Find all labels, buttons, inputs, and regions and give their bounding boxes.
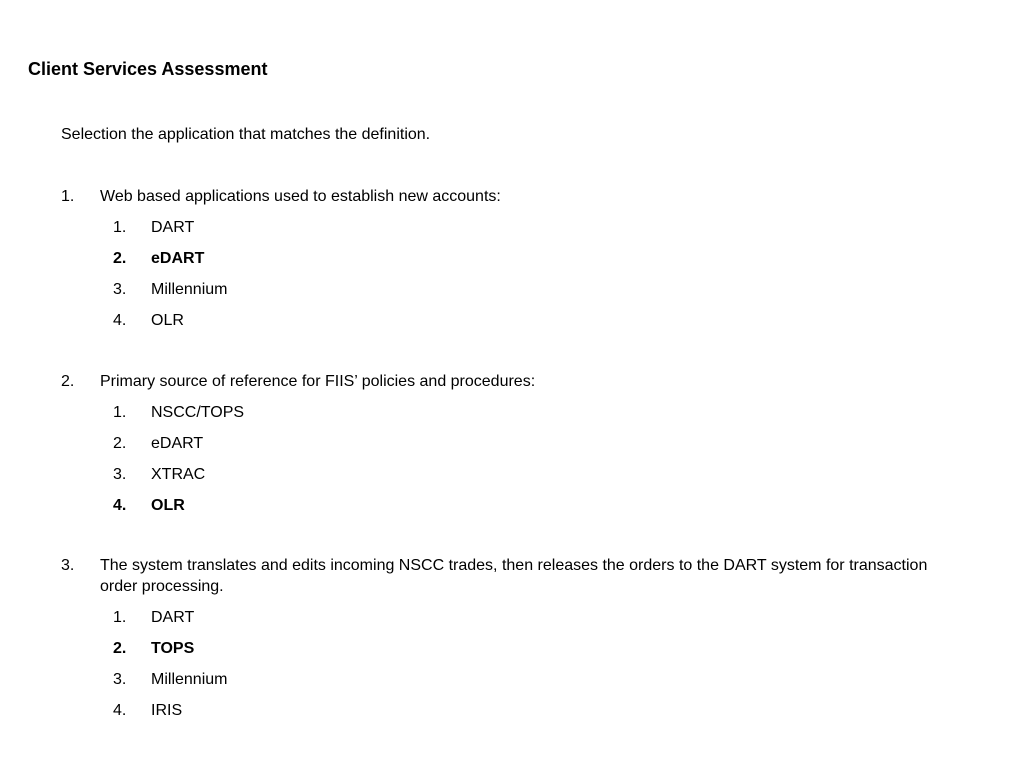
answer-options: [61, 217, 941, 341]
option-number: 1.: [113, 219, 127, 236]
option-label: NSCC/TOPS: [151, 404, 245, 421]
option-number: 1.: [113, 404, 127, 421]
answer-option: [113, 279, 941, 310]
option-number: 4.: [113, 497, 127, 514]
answer-option: [113, 495, 941, 526]
answer-option: [113, 248, 941, 279]
option-number: 3.: [113, 466, 127, 483]
answer-option: [113, 310, 941, 341]
option-label: eDART: [151, 435, 204, 452]
option-number: 2.: [113, 640, 127, 657]
answer-options: [61, 402, 941, 526]
question-number: 3.: [61, 557, 75, 574]
question-text: Primary source of reference for FIIS’ policies and procedures:: [100, 373, 536, 390]
answer-option: [113, 217, 941, 248]
answer-option: [113, 402, 941, 433]
page-title: Client Services Assessment: [28, 59, 268, 79]
option-number: 1.: [113, 609, 127, 626]
option-label: OLR: [151, 497, 185, 514]
answer-option: [113, 638, 941, 669]
question-1: [61, 186, 941, 341]
instruction-text: Selection the application that matches the definition.: [61, 126, 431, 143]
question-number: 1.: [61, 188, 75, 205]
answer-option: [113, 464, 941, 495]
question-text: Web based applications used to establish new accounts:: [100, 188, 501, 205]
question-row: [61, 555, 941, 597]
option-label: IRIS: [151, 702, 183, 719]
answer-option: [113, 700, 941, 731]
option-label: Millennium: [151, 671, 228, 688]
question-2: [61, 371, 941, 526]
option-number: 4.: [113, 312, 127, 329]
option-label: DART: [151, 609, 195, 626]
option-label: eDART: [151, 250, 205, 267]
question-row: [61, 371, 941, 392]
question-number: 2.: [61, 373, 75, 390]
option-label: OLR: [151, 312, 184, 329]
question-row: [61, 186, 941, 207]
answer-option: [113, 669, 941, 700]
answer-option: [113, 607, 941, 638]
question-text: The system translates and edits incoming NSCC trades, then releases the orders to the DART system for transaction order processing.: [100, 557, 928, 595]
answer-options: [61, 607, 941, 731]
option-label: Millennium: [151, 281, 228, 298]
option-number: 3.: [113, 281, 127, 298]
option-label: DART: [151, 219, 195, 236]
option-label: XTRAC: [151, 466, 206, 483]
question-3: [61, 555, 941, 731]
option-label: TOPS: [151, 640, 195, 657]
option-number: 4.: [113, 702, 127, 719]
option-number: 2.: [113, 250, 127, 267]
answer-option: [113, 433, 941, 464]
option-number: 2.: [113, 435, 127, 452]
option-number: 3.: [113, 671, 127, 688]
